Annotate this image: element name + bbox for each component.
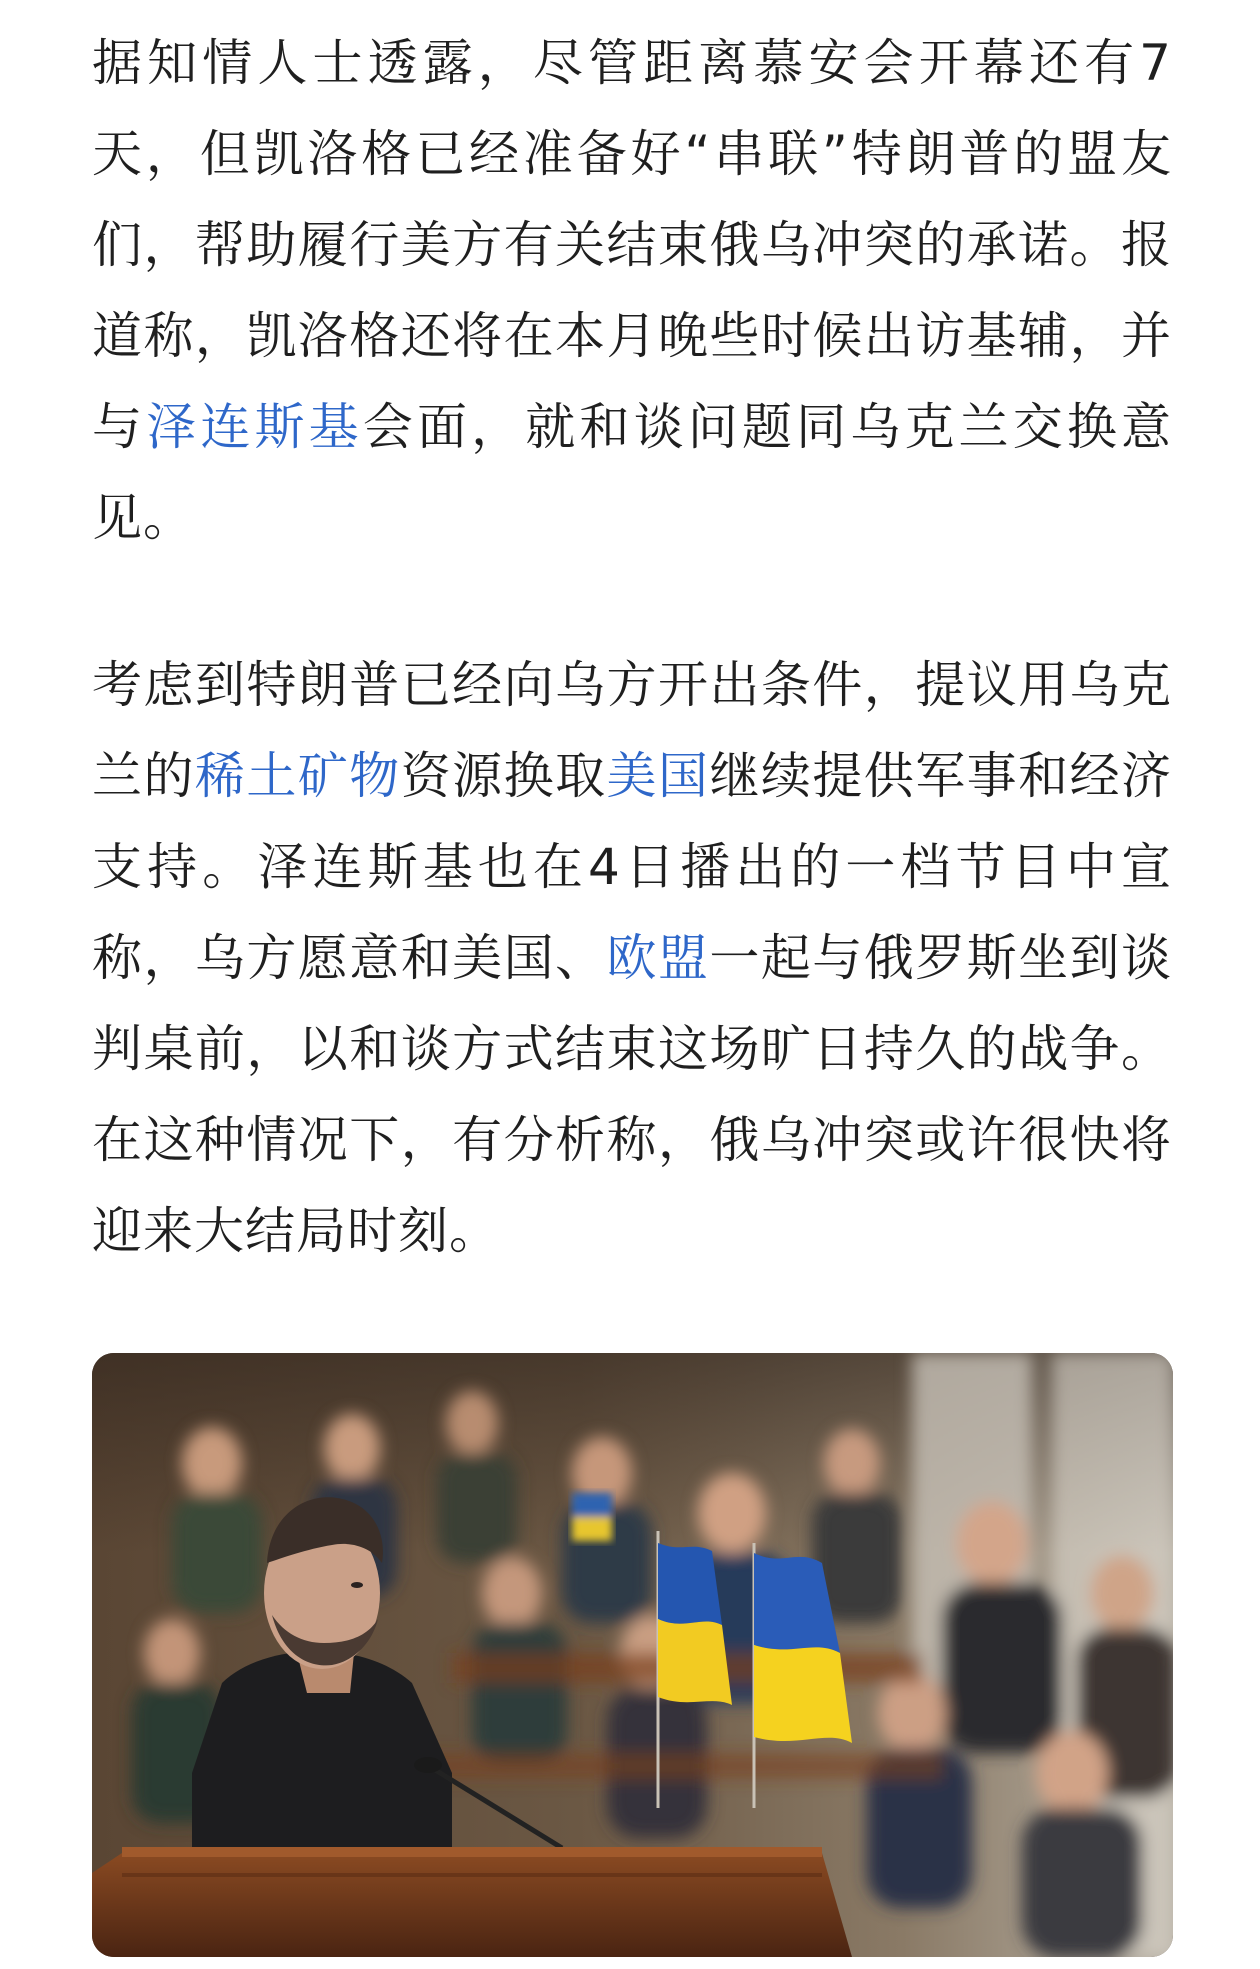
paragraph-text: 继续提供军事和经济支持。泽连斯基也在4日播出的一档节目中宣称，乌方愿意和美国、 bbox=[92, 747, 1173, 987]
paragraph-text: 资源换取 bbox=[400, 747, 607, 805]
link-united-states[interactable]: 美国 bbox=[606, 747, 710, 805]
paragraph-text: 据知情人士透露，尽管距离慕安会开幕还有7天，但凯洛格已经准备好“串联”特朗普的盟友们，帮助履行美方有关结束俄乌冲突的承诺。报道称，凯洛格还将在本月晚些时候出访基辅，并与 bbox=[92, 34, 1172, 456]
article-body bbox=[92, 18, 1172, 1277]
parliament-speech-photo bbox=[92, 1353, 1173, 1957]
paragraph-text: 一起与俄罗斯坐到谈判桌前，以和谈方式结束这场旷日持久的战争。在这种情况下，有分析称，俄乌冲突或许很快将迎来大结局时刻。 bbox=[92, 929, 1173, 1260]
paragraph-text: 考虑到特朗普已经向乌方开出条件，提议用乌克兰的 bbox=[92, 656, 1172, 805]
link-european-union[interactable]: 欧盟 bbox=[606, 929, 710, 987]
link-zelensky[interactable]: 泽连斯基 bbox=[146, 398, 363, 456]
link-rare-earth-minerals[interactable]: 稀土矿物 bbox=[194, 747, 401, 805]
podium bbox=[92, 1847, 852, 1957]
article-paragraph bbox=[92, 18, 1172, 564]
article-photo[interactable] bbox=[92, 1353, 1173, 1957]
article-paragraph bbox=[92, 640, 1172, 1277]
paragraph-text: 会面，就和谈问题同乌克兰交换意见。 bbox=[92, 398, 1173, 547]
blurred-flag-background bbox=[572, 1493, 612, 1541]
